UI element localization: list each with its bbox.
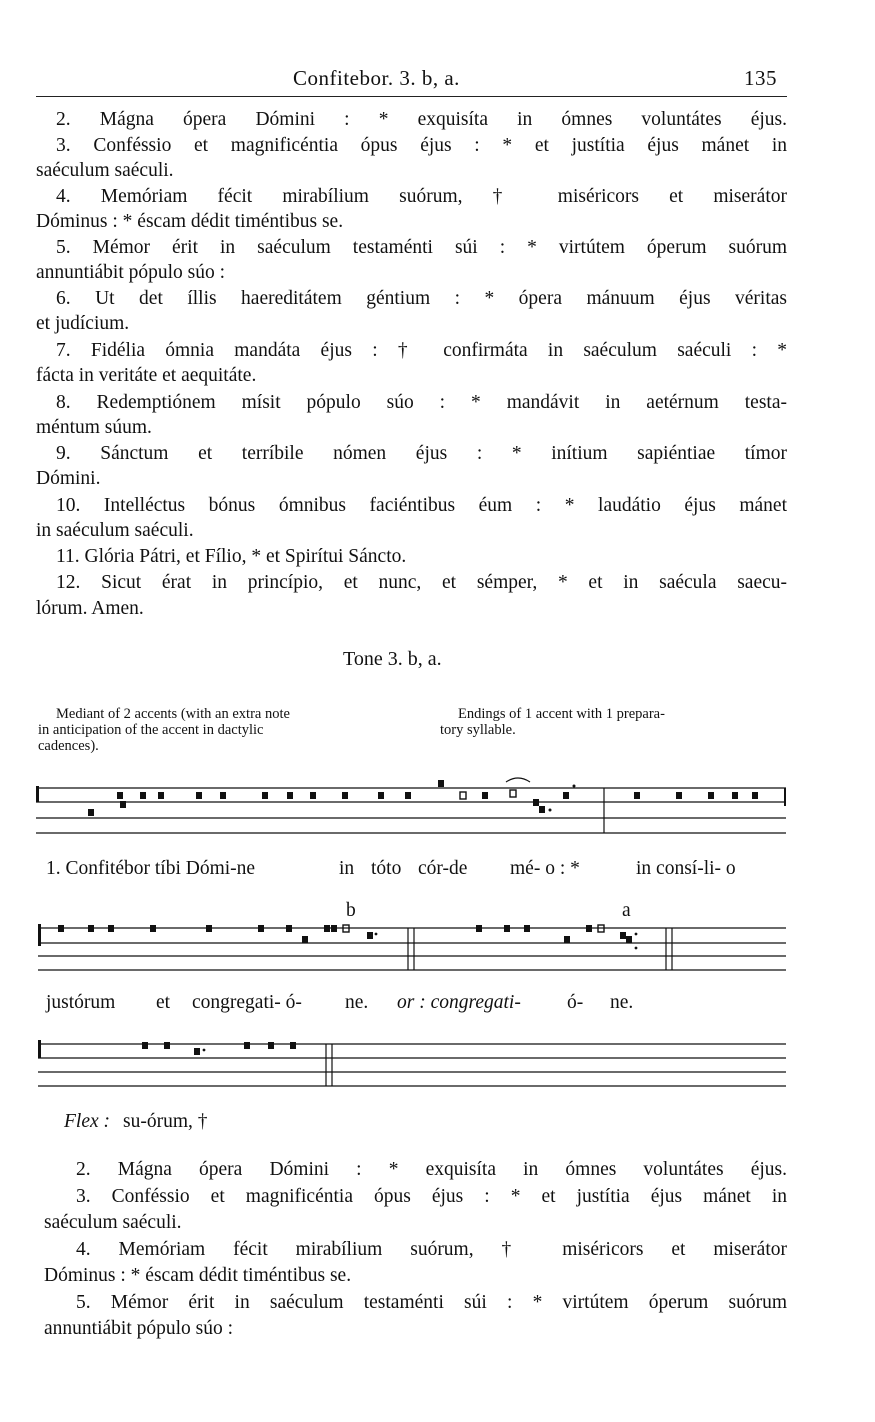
verse-line: 6. Ut det íllis haereditátem géntium : * ópera mánuum éjus véritas [56, 288, 787, 309]
chant-lyrics-2: or : congregati- [397, 992, 521, 1013]
chant-lyrics-1: in consí-li- o [636, 858, 736, 879]
chant-staff-2 [34, 918, 794, 976]
running-title: Confitebor. 3. b, a. [293, 66, 460, 90]
chant-lyrics-1: cór-de [418, 858, 468, 879]
verse-line: 7. Fidélia ómnia mandáta éjus : † confirmáta in saéculum saéculi : * [56, 340, 787, 361]
verse-line: 3. Conféssio et magnificéntia ópus éjus : * et justítia éjus mánet in [76, 1186, 787, 1207]
chant-lyrics-1: tóto [371, 858, 402, 879]
verse-line: 5. Mémor érit in saéculum testaménti súi : * virtútem óperum suórum [76, 1292, 787, 1313]
endings-note-line: tory syllable. [440, 722, 516, 738]
verse-line: Dómini. [36, 468, 101, 489]
mediant-note-line: in anticipation of the accent in dactylic [38, 722, 264, 738]
verse-line: 11. Glória Pátri, et Fílio, * et Spirítui Sáncto. [56, 546, 407, 567]
verse-line: 8. Redemptiónem mísit pópulo súo : * mandávit in aetérnum testa- [56, 392, 787, 413]
verse-line: 2. Mágna ópera Dómini : * exquisíta in ómnes voluntátes éjus. [56, 109, 787, 130]
mediant-note [38, 706, 418, 754]
verse-line: Dóminus : * éscam dédit timéntibus se. [44, 1265, 352, 1286]
verse-line: et judícium. [36, 313, 130, 334]
mediant-note-line: cadences). [38, 738, 99, 754]
verse-line: méntum súum. [36, 417, 152, 438]
verse-line: saéculum saéculi. [36, 160, 174, 181]
verse-line: 2. Mágna ópera Dómini : * exquisíta in ómnes voluntátes éjus. [76, 1159, 787, 1180]
verse-line: annuntiábit pópulo súo : [36, 262, 226, 283]
tone-heading: Tone 3. b, a. [343, 648, 442, 670]
ending-label-b: b [346, 900, 356, 921]
verse-line: annuntiábit pópulo súo : [44, 1318, 234, 1339]
endings-note-line: Endings of 1 accent with 1 prepara- [458, 706, 665, 722]
chant-lyrics-2: et [156, 992, 171, 1013]
chant-lyrics-2: ó- [567, 992, 584, 1013]
chant-lyrics-1: 1. Confitébor tíbi Dómi-ne [46, 858, 256, 879]
verse-line: 3. Conféssio et magnificéntia ópus éjus : * et justítia éjus mánet in [56, 135, 787, 156]
chant-staff-1 [34, 776, 794, 842]
verse-line: saéculum saéculi. [44, 1212, 182, 1233]
page-number: 135 [744, 66, 777, 90]
verse-line: lórum. Amen. [36, 598, 144, 619]
verse-line: 5. Mémor érit in saéculum testaménti súi : * virtútem óperum suórum [56, 237, 787, 258]
verse-line: 4. Memóriam fécit mirabílium suórum, † miséricors et miserátor [76, 1239, 787, 1260]
verse-line: in saéculum saéculi. [36, 520, 194, 541]
chant-lyrics-2: congregati- ó- [192, 992, 302, 1013]
verse-line: 10. Intelléctus bónus ómnibus faciéntibus éum : * laudátio éjus mánet [56, 495, 787, 516]
header-rule [36, 96, 787, 97]
verse-line: 12. Sicut érat in princípio, et nunc, et sémper, * et in saécula saecu- [56, 572, 787, 593]
verse-line: Dóminus : * éscam dédit timéntibus se. [36, 211, 344, 232]
chant-lyrics-1: in [339, 858, 355, 879]
verse-line: fácta in veritáte et aequitáte. [36, 365, 257, 386]
ending-label-a: a [622, 900, 631, 921]
mediant-note-line: Mediant of 2 accents (with an extra note [56, 706, 290, 722]
verse-line: 9. Sánctum et terríbile nómen éjus : * inítium sapiéntiae tímor [56, 443, 787, 464]
flex-text: su-órum, † [123, 1111, 208, 1132]
verse-line: 4. Memóriam fécit mirabílium suórum, † miséricors et miserátor [56, 186, 787, 207]
endings-note [440, 706, 790, 738]
chant-lyrics-2: justórum [46, 992, 116, 1013]
chant-lyrics-2: ne. [345, 992, 369, 1013]
chant-lyrics-2: ne. [610, 992, 634, 1013]
chant-lyrics-1: mé- o : * [510, 858, 580, 879]
chant-staff-3 [34, 1034, 794, 1092]
flex-label: Flex : [64, 1111, 111, 1132]
